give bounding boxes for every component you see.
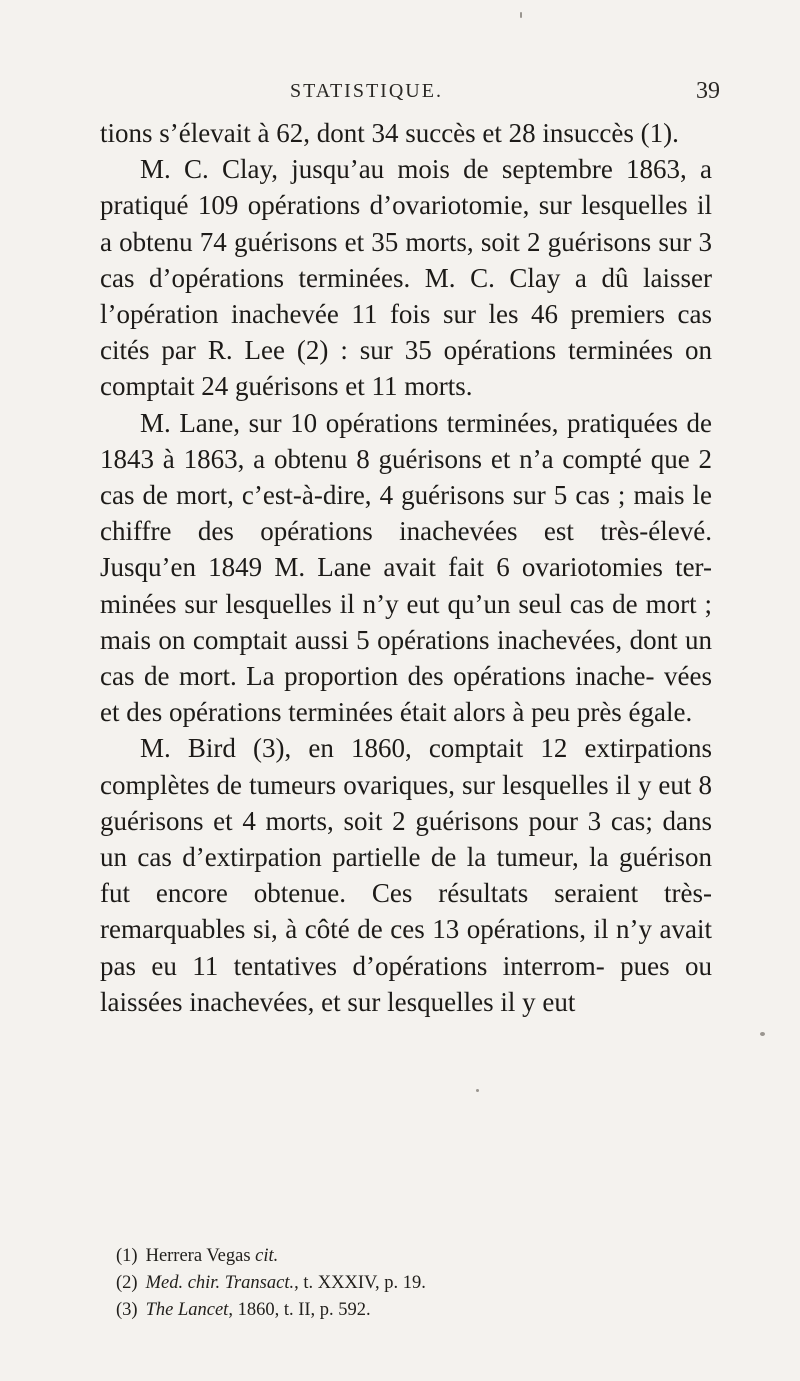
footnotes — [116, 1243, 716, 1324]
running-head: STATISTIQUE. — [290, 80, 443, 102]
paragraph-clay: M. C. Clay, jusqu’au mois de septembre 1863, a pratiqué 109 opérations d’ovariotomie, sur lesquelles il a obtenu 74 guérisons et 35 morts, soit 2 guérisons sur 3 cas d’opérations terminées. M. C. Clay a dû laisser l’opération inachevée 11 fois sur les 46 premiers cas cités par R. Lee (2) : sur 35 opérations terminées on comptait 24 guérisons et 11 morts. — [100, 154, 712, 402]
footnote-italic: The Lancet — [145, 1300, 229, 1320]
footnote-1 — [116, 1243, 716, 1270]
footnote-text: , t. XXXIV, p. 19. — [294, 1273, 426, 1293]
paper-speck — [760, 1032, 765, 1036]
page-header — [100, 80, 720, 110]
footnote-2 — [116, 1270, 716, 1297]
footnote-mark: (2) — [116, 1273, 138, 1293]
footnote-mark: (3) — [116, 1300, 138, 1320]
paragraph-lane: M. Lane, sur 10 opérations terminées, pratiquées de 1843 à 1863, a obtenu 8 guérisons et n’a compté que 2 cas de mort, c’est-à-dire, 4 guérisons sur 5 cas ; mais le chiffre des opérations inachevées est très-élevé. Jusqu’en 1849 M. Lane avait fait 6 ovariotomies ter- minées sur lesquelles il n’y eut qu’un seul cas de mort ; mais on comptait aussi 5 opérations inachevées, dont un cas de mort. La proportion des opérations inache- vées et des opérations terminées était alors à peu près égale. — [100, 407, 712, 728]
footnote-italic: Med. chir. Transact. — [145, 1273, 295, 1293]
footnote-3 — [116, 1297, 716, 1324]
footnote-italic: cit. — [255, 1246, 279, 1266]
page-number: 39 — [696, 78, 720, 104]
paragraph-bird: M. Bird (3), en 1860, comptait 12 extirpations complètes de tumeurs ovariques, sur lesquelles il y eut 8 guérisons et 4 morts, soit 2 guérisons pour 3 cas; dans un cas d’extirpation partielle de la tumeur, la guérison fut encore obtenue. Ces résultats seraient très-remarquables si, à côté de ces 13 opérations, il n’y avait pas eu 11 tentatives d’opérations interrom- pues ou laissées inachevées, et sur lesquelles il y eut — [100, 733, 712, 1017]
footnote-text: Herrera Vegas — [145, 1246, 256, 1266]
footnote-text: , 1860, t. II, p. 592. — [228, 1300, 371, 1320]
paper-speck — [476, 1089, 479, 1092]
body-text — [100, 115, 712, 1020]
paragraph-continuation: tions s’élevait à 62, dont 34 succès et 28 insuccès (1). — [100, 118, 679, 148]
paper-speck — [520, 12, 522, 18]
footnote-mark: (1) — [116, 1246, 138, 1266]
